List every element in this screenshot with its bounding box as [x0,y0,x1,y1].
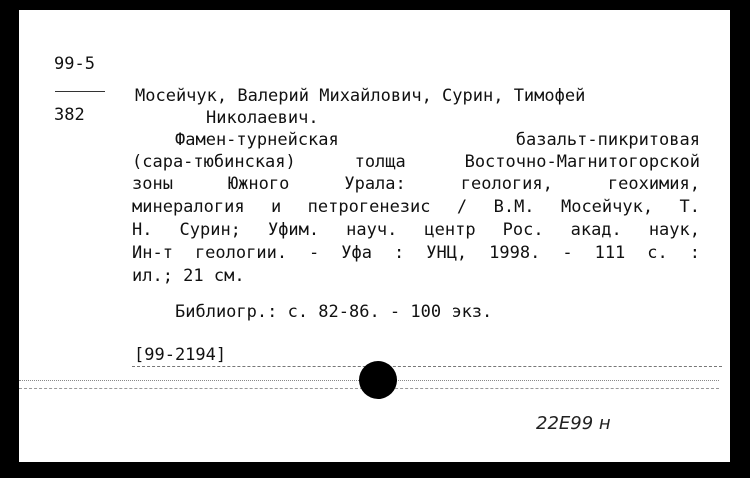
description-line-4: минералогия и петрогенезис / В.М. Мосейчук, Т. [132,197,700,217]
call-number-top: 99-5 [54,54,95,74]
dotted-rule [132,366,722,367]
description-line-1: Фамен-турнейская базальт-пикритовая [175,130,700,150]
order-number: [99-2194] [134,345,227,365]
description-line-5: Н. Сурин; Уфим. науч. центр Рос. акад. наук, [132,220,700,240]
author-heading-line2: Николаевич. [206,108,319,128]
call-number-divider [55,91,105,92]
call-number-bottom: 382 [54,105,85,125]
description-line-7: ил.; 21 см. [132,266,245,286]
description-line-6: Ин-т геологии. - Уфа : УНЦ, 1998. - 111 с. : [132,243,700,263]
catalog-card [17,8,732,464]
bibliography-note: Библиогр.: с. 82-86. - 100 экз. [175,302,493,322]
description-line-2: (сара-тюбинская) толща Восточно-Магнитогорской [132,152,700,172]
handwritten-inventory-mark: 22Е99 н [536,413,611,434]
card-punch-hole [359,361,397,399]
author-heading-line1: Мосейчук, Валерий Михайлович, Сурин, Тимофей [135,86,586,106]
description-line-3: зоны Южного Урала: геология, геохимия, [132,174,700,194]
